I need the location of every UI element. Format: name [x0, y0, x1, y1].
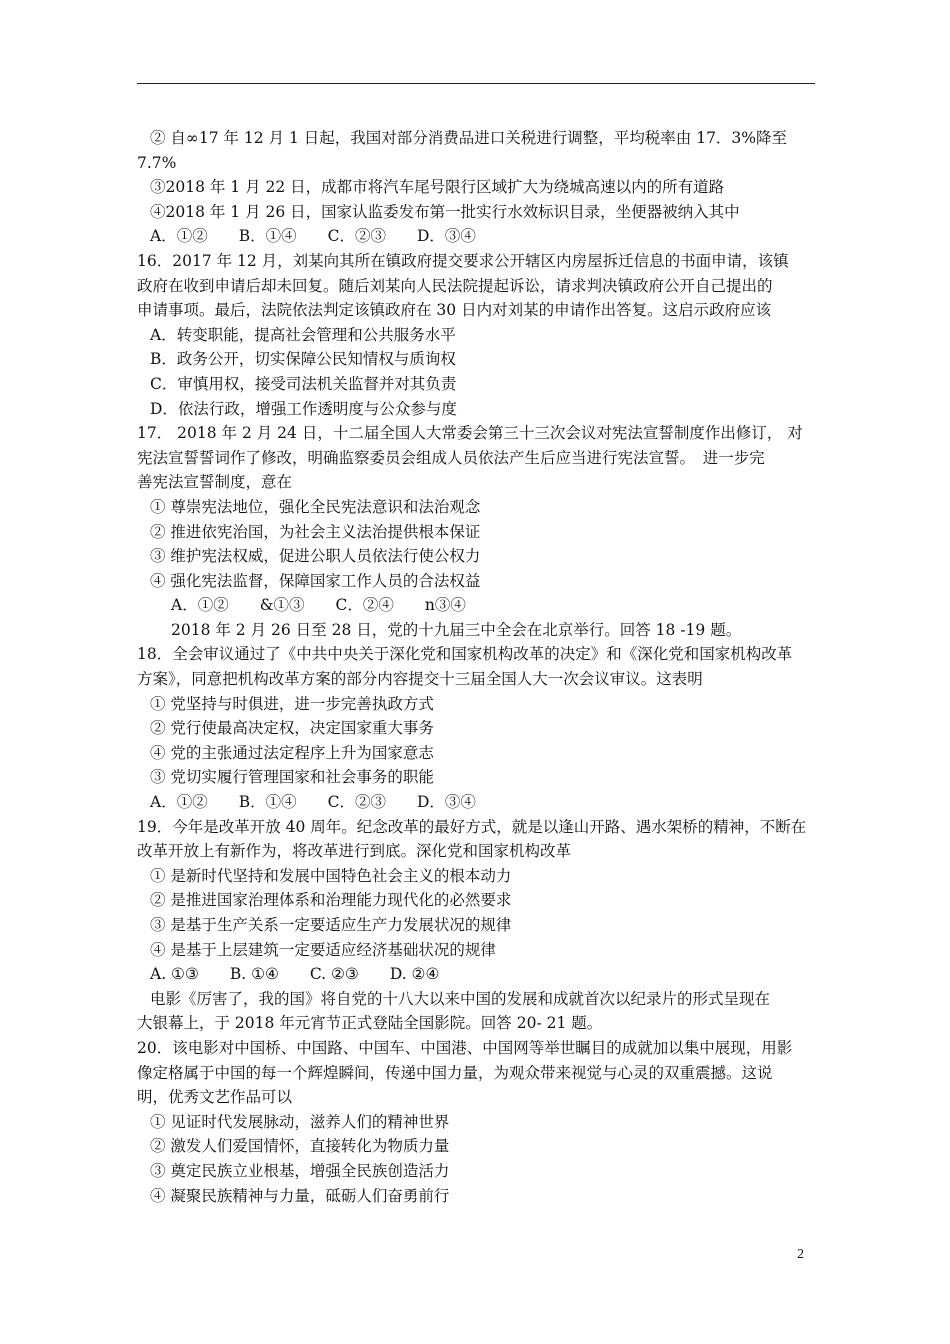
text-line: 19．今年是改革开放 40 周年。纪念改革的最好方式，就是以逢山开路、遇水架桥的精神，不断在: [137, 817, 807, 836]
text-line: 17． 2018 年 2 月 24 日，十二届全国人大常委会第三十三次会议对宪法宣誓制度作出修订， 对: [137, 424, 803, 443]
text-line: 18．全会审议通过了《中共中央关于深化党和国家机构改革的决定》和《深化党和国家机构改革: [137, 645, 793, 664]
text-line: A. ①③ B. ①④ C. ②③ D. ②④: [150, 965, 440, 984]
text-line: ① 党坚持与时俱进，进一步完善执政方式: [150, 694, 434, 713]
text-line: A．①② B．①④ C．②③ D．③④: [150, 227, 476, 246]
text-line: 申请事项。最后，法院依法判定该镇政府在 30 日内对刘某的申请作出答复。这启示政府应该: [137, 301, 772, 320]
text-line: ③2018 年 1 月 22 日，成都市将汽车尾号限行区域扩大为绕城高速以内的所有道路: [150, 178, 725, 197]
text-line: D．依法行政，增强工作透明度与公众参与度: [150, 399, 457, 418]
text-line: ③ 维护宪法权威，促进公职人员依法行使公权力: [150, 547, 481, 566]
text-line: 大银幕上，于 2018 年元宵节正式登陆全国影院。回答 20- 21 题。: [137, 1014, 603, 1033]
text-line: 明，优秀文艺作品可以: [137, 1088, 293, 1107]
text-line: 像定格属于中国的每一个辉煌瞬间，传递中国力量，为观众带来视觉与心灵的双重震撼。这说: [137, 1063, 773, 1082]
text-line: ② 激发人们爱国情怀，直接转化为物质力量: [150, 1137, 450, 1156]
text-line: ② 是推进国家治理体系和治理能力现代化的必然要求: [150, 891, 512, 910]
text-line: ① 尊崇宪法地位，强化全民宪法意识和法治观念: [150, 497, 481, 516]
text-line: ③ 是基于生产关系一定要适应生产力发展状况的规律: [150, 916, 512, 934]
text-line: 7.7%: [137, 153, 177, 172]
text-line: ④ 是基于上层建筑一定要适应经济基础状况的规律: [150, 940, 496, 959]
text-line: ③ 党切实履行管理国家和社会事务的职能: [150, 768, 434, 787]
text-line: ① 见证时代发展脉动，滋养人们的精神世界: [150, 1112, 450, 1131]
text-line: ③ 奠定民族立业根基，增强全民族创造活力: [150, 1161, 450, 1180]
text-line: 20．该电影对中国桥、中国路、中国车、中国港、中国网等举世瞩目的成就加以集中展现，用影: [137, 1038, 793, 1057]
page-number: 2: [797, 1247, 804, 1262]
text-line: 电影《厉害了，我的国》将自党的十八大以来中国的发展和成就首次以纪录片的形式呈现在: [150, 989, 771, 1008]
header-rule: [137, 83, 815, 84]
text-line: A．①② B．①④ C．②③ D．③④: [150, 793, 476, 812]
text-line: 2018 年 2 月 26 日至 28 日，党的十九届三中全会在北京举行。回答 18 -19 题。: [171, 620, 742, 639]
text-line: 善宪法宣誓制度，意在: [137, 473, 293, 492]
text-line: 政府在收到申请后却未回复。随后刘某向人民法院提起诉讼，请求判决镇政府公开自己提出的: [137, 276, 773, 295]
text-line: ④ 党的主张通过法定程序上升为国家意志: [150, 743, 434, 762]
text-line: ② 党行使最高决定权，决定国家重大事务: [150, 719, 434, 738]
text-line: ④ 凝聚民族精神与力量，砥砺人们奋勇前行: [150, 1186, 450, 1205]
text-line: ② 推进依宪治国，为社会主义法治提供根本保证: [150, 522, 481, 541]
text-line: 16．2017 年 12 月，刘某向其所在镇政府提交要求公开辖区内房屋拆迁信息的书面申请，该镇: [137, 251, 789, 270]
text-line: ④ 强化宪法监督，保障国家工作人员的合法权益: [150, 571, 481, 590]
text-line: ② 自∞17 年 12 月 1 日起，我国对部分消费品进口关税进行调整，平均税率由 17．3%降至: [150, 129, 788, 147]
text-line: ④2018 年 1 月 26 日，国家认监委发布第一批实行水效标识目录，坐便器被纳入其中: [150, 202, 740, 221]
text-line: A．①② &①③ C．②④ n③④: [171, 596, 466, 615]
document-body: [137, 126, 817, 1208]
text-line: 方案》，同意把机构改革方案的部分内容提交十三届全国人大一次会议审议。这表明: [137, 670, 703, 689]
text-line: A．转变职能，提高社会管理和公共服务水平: [150, 325, 456, 344]
text-line: 宪法宣誓誓词作了修改，明确监察委员会组成人员依法产生后应当进行宪法宣誓。 进一步完: [137, 448, 765, 467]
text-line: 改革开放上有新作为，将改革进行到底。深化党和国家机构改革: [137, 842, 572, 861]
text-line: B．政务公开，切实保障公民知情权与质询权: [150, 350, 456, 369]
text-line: C．审慎用权，接受司法机关监督并对其负责: [150, 374, 457, 393]
text-line: ① 是新时代坚持和发展中国特色社会主义的根本动力: [150, 866, 512, 885]
